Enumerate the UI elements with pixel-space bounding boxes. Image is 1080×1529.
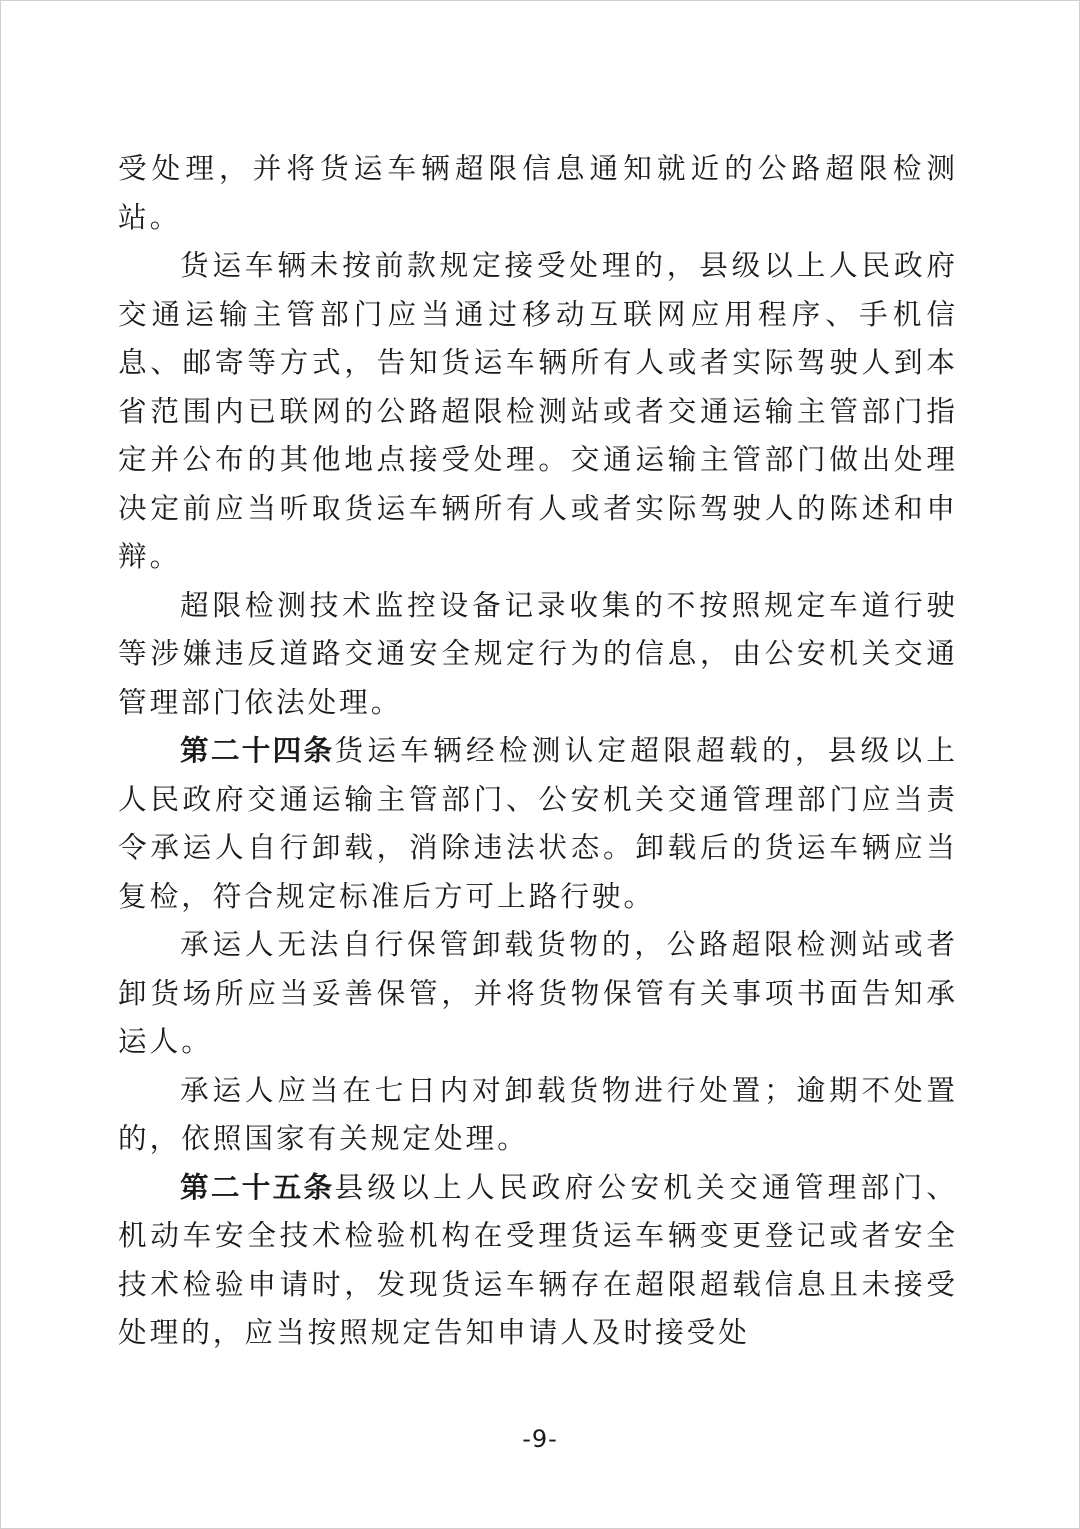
paragraph-disposal: 承运人应当在七日内对卸载货物进行处置；逾期不处置的，依照国家有关规定处理。 bbox=[118, 1072, 958, 1155]
article-24-text: 货运车辆经检测认定超限超载的，县级以上人民政府交通运输主管部门、公安机关交通管理部门应当责令承运人自行卸载，消除违法状态。卸载后的货运车辆应当复检，符合规定标准后方可上路行驶。 bbox=[118, 733, 958, 913]
article-25-text: 县级以上人民政府公安机关交通管理部门、机动车安全技术检验机构在受理货运车辆变更登记或者安全技术检验申请时，发现货运车辆存在超限超载信息且未接受处理的，应当按照规定告知申请人及时接受处 bbox=[118, 1169, 958, 1349]
paragraph-continuation: 受处理，并将货运车辆超限信息通知就近的公路超限检测站。 bbox=[118, 151, 958, 234]
article-25-title: 第二十五条 bbox=[180, 1169, 335, 1204]
paragraph-storage: 承运人无法自行保管卸载货物的，公路超限检测站或者卸货场所应当妥善保管，并将货物保管有关事项书面告知承运人。 bbox=[118, 927, 958, 1058]
document-body bbox=[118, 144, 958, 1357]
article-24 bbox=[118, 726, 958, 920]
article-25 bbox=[118, 1163, 958, 1357]
paragraph-notification: 货运车辆未按前款规定接受处理的，县级以上人民政府交通运输主管部门应当通过移动互联网应用程序、手机信息、邮寄等方式，告知货运车辆所有人或者实际驾驶人到本省范围内已联网的公路超限检测站或者交通运输主管部门指定并公布的其他地点接受处理。交通运输主管部门做出处理决定前应当听取货运车辆所有人或者实际驾驶人的陈述和申辩。 bbox=[118, 248, 958, 573]
page-number: -9- bbox=[522, 1425, 558, 1453]
article-24-title: 第二十四条 bbox=[180, 733, 335, 767]
paragraph-monitoring: 超限检测技术监控设备记录收集的不按照规定车道行驶等涉嫌违反道路交通安全规定行为的信息，由公安机关交通管理部门依法处理。 bbox=[118, 587, 958, 719]
